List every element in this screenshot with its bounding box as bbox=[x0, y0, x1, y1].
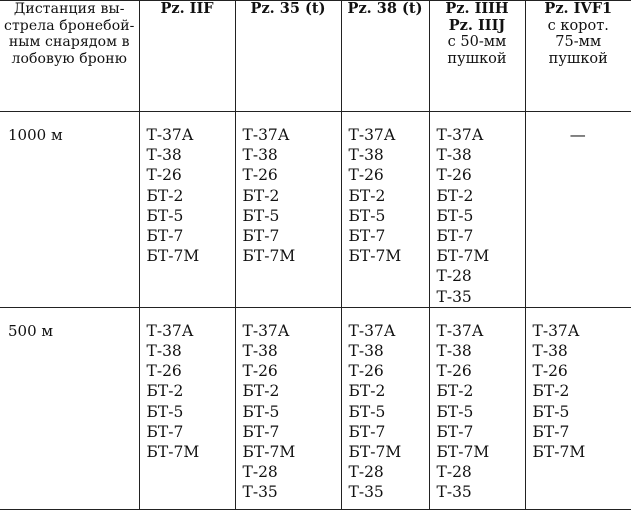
header-row bbox=[0, 1, 631, 112]
header-line: с 50-мм bbox=[430, 34, 525, 51]
tank-name: Т-26 bbox=[147, 361, 235, 381]
tank-list-cell bbox=[139, 307, 235, 509]
tank-list bbox=[243, 321, 341, 503]
table-row bbox=[0, 112, 631, 308]
header-line: с корот. bbox=[526, 18, 631, 35]
tank-name: Т-37А bbox=[533, 321, 631, 341]
distance-cell: 500 м bbox=[0, 307, 139, 509]
header-distance-line: Дистанция вы- bbox=[0, 1, 139, 18]
tank-list-cell bbox=[525, 112, 631, 308]
tank-list-cell bbox=[341, 307, 429, 509]
tank-name: Т-26 bbox=[243, 165, 341, 185]
tank-name: Т-28 bbox=[437, 266, 525, 286]
header-line: пушкой bbox=[526, 51, 631, 68]
tank-name: БТ-2 bbox=[437, 186, 525, 206]
header-line: 75-мм bbox=[526, 34, 631, 51]
tank-name: БТ-2 bbox=[533, 381, 631, 401]
tank-list-cell bbox=[525, 307, 631, 509]
header-line: Pz. 38 (t) bbox=[342, 1, 429, 18]
tank-name: БТ-7 bbox=[147, 226, 235, 246]
tank-name: Т-28 bbox=[349, 462, 429, 482]
tank-name: Т-37А bbox=[147, 321, 235, 341]
header-line: Pz. IVF1 bbox=[526, 1, 631, 18]
tank-name: БТ-5 bbox=[349, 206, 429, 226]
tank-list bbox=[243, 125, 341, 266]
tank-name: Т-37А bbox=[437, 125, 525, 145]
tank-name: Т-38 bbox=[243, 341, 341, 361]
distance-cell: 1000 м bbox=[0, 112, 139, 308]
tank-name: Т-26 bbox=[349, 361, 429, 381]
tank-list-cell bbox=[341, 112, 429, 308]
tank-name: БТ-2 bbox=[243, 381, 341, 401]
tank-name: БТ-7М bbox=[243, 246, 341, 266]
tank-list-cell bbox=[429, 112, 525, 308]
tank-name: БТ-2 bbox=[349, 186, 429, 206]
tank-name: Т-37А bbox=[349, 125, 429, 145]
tank-name: Т-38 bbox=[437, 341, 525, 361]
tank-name: Т-28 bbox=[437, 462, 525, 482]
tank-name: БТ-5 bbox=[533, 402, 631, 422]
tank-list-cell bbox=[235, 307, 341, 509]
tank-name: Т-26 bbox=[349, 165, 429, 185]
tank-name: Т-35 bbox=[243, 482, 341, 502]
tank-name: Т-35 bbox=[437, 482, 525, 502]
tank-name: Т-28 bbox=[243, 462, 341, 482]
tank-name: БТ-5 bbox=[243, 206, 341, 226]
tank-name: Т-38 bbox=[349, 341, 429, 361]
tank-name: БТ-7М bbox=[437, 246, 525, 266]
tank-name: БТ-5 bbox=[437, 402, 525, 422]
tank-name: Т-26 bbox=[533, 361, 631, 381]
tank-name: БТ-5 bbox=[243, 402, 341, 422]
header-line: пушкой bbox=[430, 51, 525, 68]
table-row bbox=[0, 307, 631, 509]
tank-list-cell bbox=[429, 307, 525, 509]
tank-list bbox=[437, 321, 525, 503]
tank-name: БТ-2 bbox=[437, 381, 525, 401]
tank-list-cell bbox=[139, 112, 235, 308]
header-line: Pz. IIF bbox=[140, 1, 235, 18]
header-pz-35t bbox=[235, 1, 341, 112]
header-distance-line: ным снарядом в bbox=[0, 34, 139, 51]
tank-list bbox=[349, 321, 429, 503]
tank-name: Т-37А bbox=[147, 125, 235, 145]
tank-name: БТ-7М bbox=[437, 442, 525, 462]
tank-name: БТ-7 bbox=[437, 422, 525, 442]
tank-list bbox=[147, 321, 235, 462]
header-line: Pz. 35 (t) bbox=[236, 1, 341, 18]
tank-name: БТ-7 bbox=[243, 422, 341, 442]
header-line: Pz. IIIH bbox=[430, 1, 525, 18]
tank-name: Т-26 bbox=[437, 361, 525, 381]
tank-name: Т-37А bbox=[349, 321, 429, 341]
tank-name: Т-35 bbox=[349, 482, 429, 502]
tank-name: БТ-5 bbox=[349, 402, 429, 422]
tank-name: БТ-2 bbox=[349, 381, 429, 401]
tank-name: Т-38 bbox=[147, 341, 235, 361]
tank-name: БТ-7М bbox=[243, 442, 341, 462]
tank-name: Т-26 bbox=[147, 165, 235, 185]
tank-name: Т-26 bbox=[437, 165, 525, 185]
tank-name: БТ-7М bbox=[147, 246, 235, 266]
tank-name: Т-38 bbox=[349, 145, 429, 165]
tank-list bbox=[437, 125, 525, 307]
tank-name: Т-26 bbox=[243, 361, 341, 381]
tank-name: БТ-7М bbox=[147, 442, 235, 462]
tank-name: БТ-5 bbox=[147, 206, 235, 226]
header-pz-ivf1 bbox=[525, 1, 631, 112]
empty-dash: — bbox=[533, 125, 631, 145]
tank-name: БТ-2 bbox=[243, 186, 341, 206]
tank-name: Т-38 bbox=[243, 145, 341, 165]
tank-name: БТ-5 bbox=[147, 402, 235, 422]
header-pz-iif bbox=[139, 1, 235, 112]
tank-name: БТ-7М bbox=[349, 246, 429, 266]
tank-name: БТ-7М bbox=[349, 442, 429, 462]
header-pz-iiih-iiij bbox=[429, 1, 525, 112]
tank-name: БТ-2 bbox=[147, 186, 235, 206]
tank-name: БТ-7 bbox=[349, 226, 429, 246]
tank-name: БТ-7 bbox=[147, 422, 235, 442]
tank-name: Т-37А bbox=[437, 321, 525, 341]
tank-list-cell bbox=[235, 112, 341, 308]
header-distance-line: стрела бронебой- bbox=[0, 18, 139, 35]
tank-name: Т-38 bbox=[533, 341, 631, 361]
tank-name: БТ-7 bbox=[243, 226, 341, 246]
tank-name: БТ-7М bbox=[533, 442, 631, 462]
tank-name: Т-38 bbox=[437, 145, 525, 165]
header-pz-38t bbox=[341, 1, 429, 112]
tank-name: Т-38 bbox=[147, 145, 235, 165]
tank-name: Т-35 bbox=[437, 287, 525, 307]
tank-name: БТ-7 bbox=[533, 422, 631, 442]
tank-name: БТ-7 bbox=[349, 422, 429, 442]
table-body bbox=[0, 112, 631, 510]
tank-name: БТ-2 bbox=[147, 381, 235, 401]
header-line: Pz. IIIJ bbox=[430, 18, 525, 35]
tank-name: БТ-7 bbox=[437, 226, 525, 246]
tank-list bbox=[349, 125, 429, 266]
tank-name: БТ-5 bbox=[437, 206, 525, 226]
tank-name: Т-37А bbox=[243, 321, 341, 341]
header-distance-line: лобовую броню bbox=[0, 51, 139, 68]
header-distance bbox=[0, 1, 139, 112]
tank-name: Т-37А bbox=[243, 125, 341, 145]
tank-list bbox=[147, 125, 235, 266]
tank-list bbox=[533, 321, 631, 462]
